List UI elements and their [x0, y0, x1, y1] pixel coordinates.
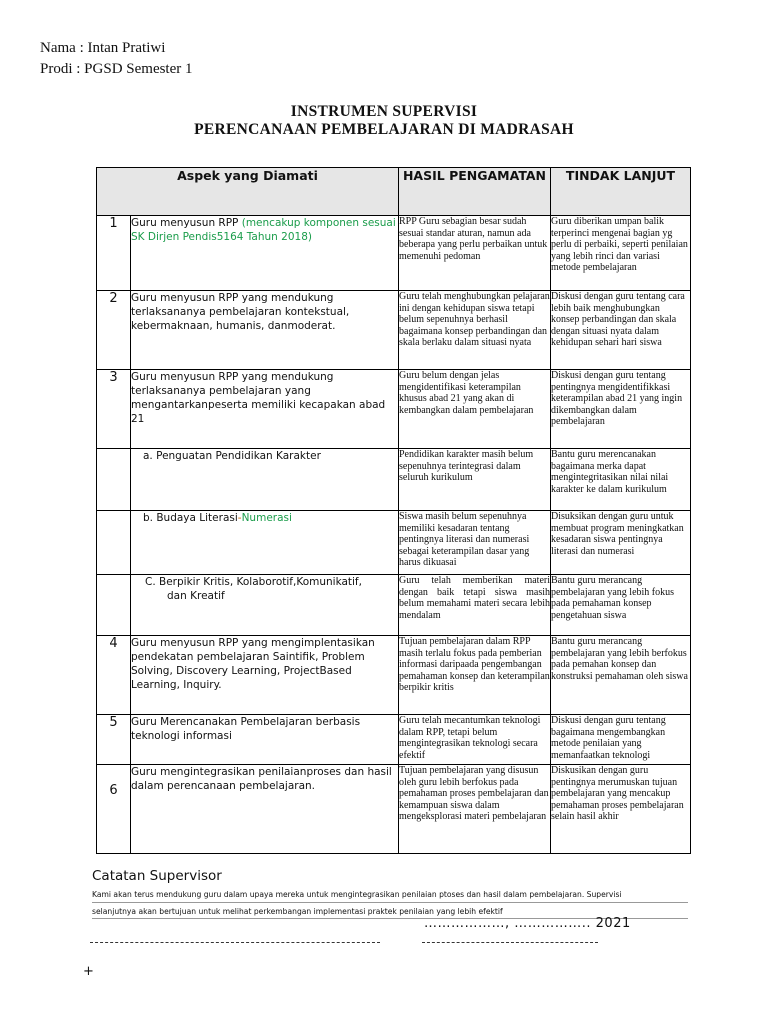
follow-up-cell: Bantu guru merancang pembelajaran yang lebih fokus pada pemahaman konsep pengetahuan siswa — [551, 575, 691, 636]
signature-date: ………………, …………….. 2021 — [424, 916, 631, 931]
aspect-cell: Guru menyusun RPP yang mendukung terlaksananya pembelajaran yang mengantarkanpeserta memiliki kecapakan abad 21 — [131, 370, 399, 449]
result-cell: Guru telah mecantumkan teknologi dalam RPP, tetapi belum mengintegrasikan teknologi secara efektif — [399, 715, 551, 765]
table-header-row — [97, 168, 691, 216]
supervisor-notes-body — [92, 886, 688, 920]
sub-aspect-cell: b. Budaya Literasi-Numerasi — [131, 511, 399, 575]
header-result: HASIL PENGAMATAN — [399, 168, 551, 216]
table-row — [97, 715, 691, 765]
row-number-empty — [97, 449, 131, 511]
follow-up-cell: Diskusi dengan guru tentang pentingnya mengidentifikkasi keterampilan abad 21 yang ingin dikembangkan dalam pembelajaran — [551, 370, 691, 449]
follow-up-cell: Disuksikan dengan guru untuk membuat program meningkatkan kesadaran siswa pentingnya literasi dan numerasi — [551, 511, 691, 575]
notes-rule-1 — [92, 902, 688, 903]
supervision-table — [96, 167, 691, 854]
row-number: 2 — [97, 291, 131, 370]
table-row — [97, 370, 691, 449]
sub-aspect-cell: C. Berpikir Kritis, Kolaborotif,Komunikatif, dan Kreatif — [131, 575, 399, 636]
table-row — [97, 765, 691, 854]
notes-line-2: selanjutnya akan bertujuan untuk melihat perkembangan implementasi praktek penilaian yang lebih efektif — [92, 907, 503, 916]
header-follow-up: TINDAK LANJUT — [551, 168, 691, 216]
signature-line-left — [90, 942, 380, 943]
table-row — [97, 575, 691, 636]
plus-mark: + — [83, 964, 94, 979]
aspect-cell: Guru menyusun RPP yang mendukung terlaksananya pembelajaran kontekstual, kebermaknaan, humanis, danmoderat. — [131, 291, 399, 370]
supervisor-notes-title: Catatan Supervisor — [92, 868, 222, 884]
row-number: 4 — [97, 636, 131, 715]
result-cell: Tujuan pembelajaran dalam RPP masih terlalu fokus pada pemberian informasi daripaada pengembangan pemahaman konsep dan keterampilan berpikir kritis — [399, 636, 551, 715]
document-title — [0, 103, 768, 139]
table-row — [97, 216, 691, 291]
result-cell: Pendidikan karakter masih belum sepenuhnya terintegrasi dalam seluruh kurikulum — [399, 449, 551, 511]
student-name: Nama : Intan Pratiwi — [40, 40, 166, 56]
student-info — [40, 38, 193, 80]
result-cell: Siswa masih belum sepenuhnya memiliki kesadaran tentang pentingnya literasi dan numerasi sebagai keterampilan dasar yang harus dikuasai — [399, 511, 551, 575]
result-cell: Guru belum dengan jelas mengidentifikasi keterampilan khusus abad 21 yang akan di kembangkan dalam pembelajaran — [399, 370, 551, 449]
signature-line-right — [422, 942, 598, 943]
student-prodi: Prodi : PGSD Semester 1 — [40, 61, 193, 77]
follow-up-cell: Bantu guru merencanakan bagaimana merka dapat mengintegritasikan nilai nilai karakter ke dalam kurikulum — [551, 449, 691, 511]
row-number: 5 — [97, 715, 131, 765]
result-cell: RPP Guru sebagian besar sudah sesuai standar aturan, namun ada beberapa yang perlu perbaikan untuk memenuhi pedoman — [399, 216, 551, 291]
row-number-empty — [97, 575, 131, 636]
follow-up-cell: Diskusi dengan guru tentang cara lebih baik menghubungkan konsep perbandingan dan skala dengan situasi nyata dalam kehidupan sehari hari siswa — [551, 291, 691, 370]
follow-up-cell: Guru diberikan umpan balik terperinci mengenai bagian yg perlu di perbaiki, seperti penilaian yang lebih rinci dan variasi metode pembelajaran — [551, 216, 691, 291]
table-row — [97, 511, 691, 575]
aspect-cell: Guru Merencanakan Pembelajaran berbasis teknologi informasi — [131, 715, 399, 765]
aspect-cell: Guru menyusun RPP (mencakup komponen sesuai SK Dirjen Pendis5164 Tahun 2018) — [131, 216, 399, 291]
sub-aspect-cell: a. Penguatan Pendidikan Karakter — [131, 449, 399, 511]
result-cell: Tujuan pembelajaran yang disusun oleh guru lebih berfokus pada pemahaman proses pembelajaran dan kemampuan siswa dalam mengeksplorasi materi pembelajaran — [399, 765, 551, 854]
title-line-1: INSTRUMEN SUPERVISI — [290, 103, 478, 120]
aspect-cell: Guru menyusun RPP yang mengimplentasikan pendekatan pembelajaran Saintifik, Problem Solving, Discovery Learning, ProjectBased Learning, Inquiry. — [131, 636, 399, 715]
header-aspect: Aspek yang Diamati — [97, 168, 399, 216]
title-line-2: PERENCANAAN PEMBELAJARAN DI MADRASAH — [194, 121, 574, 138]
follow-up-cell: Bantu guru merancang pembelajaran yang lebih berfokus pada pemahan konsep dan konstruksi pemahaman oleh siswa — [551, 636, 691, 715]
aspect-note: (mencakup komponen sesuai SK Dirjen Pendis5164 Tahun 2018) — [131, 217, 396, 243]
table-row — [97, 291, 691, 370]
table-row — [97, 449, 691, 511]
row-number: 1 — [97, 216, 131, 291]
row-number: 6 — [97, 765, 131, 854]
result-cell: Guru telah memberikan materi dengan baik tetapi siswa masih belum memahami materi secara lebih mendalam — [399, 575, 551, 636]
follow-up-cell: Diskusikan dengan guru pentingnya merumuskan tujuan pembelajaran yang mencakup pemahaman proses pembelajaran selain hasil akhir — [551, 765, 691, 854]
row-number-empty — [97, 511, 131, 575]
row-number: 3 — [97, 370, 131, 449]
table-row — [97, 636, 691, 715]
result-cell: Guru telah menghubungkan pelajaran ini dengan kehidupan siswa tetapi belum sepenuhnya berhasil bagaimana konsep perbandingan dan skala berlaku dalam situasi nyata — [399, 291, 551, 370]
follow-up-cell: Diskusi dengan guru tentang bagaimana mengembangkan metode penilaian yang memanfaatkan teknologi — [551, 715, 691, 765]
notes-line-1: Kami akan terus mendukung guru dalam upaya mereka untuk mengintegrasikan penilaian ptoses dan hasil dalam pembelajaran. Supervisi — [92, 890, 622, 899]
aspect-cell: Guru mengintegrasikan penilaianproses dan hasil dalam perencanaan pembelajaran. — [131, 765, 399, 854]
